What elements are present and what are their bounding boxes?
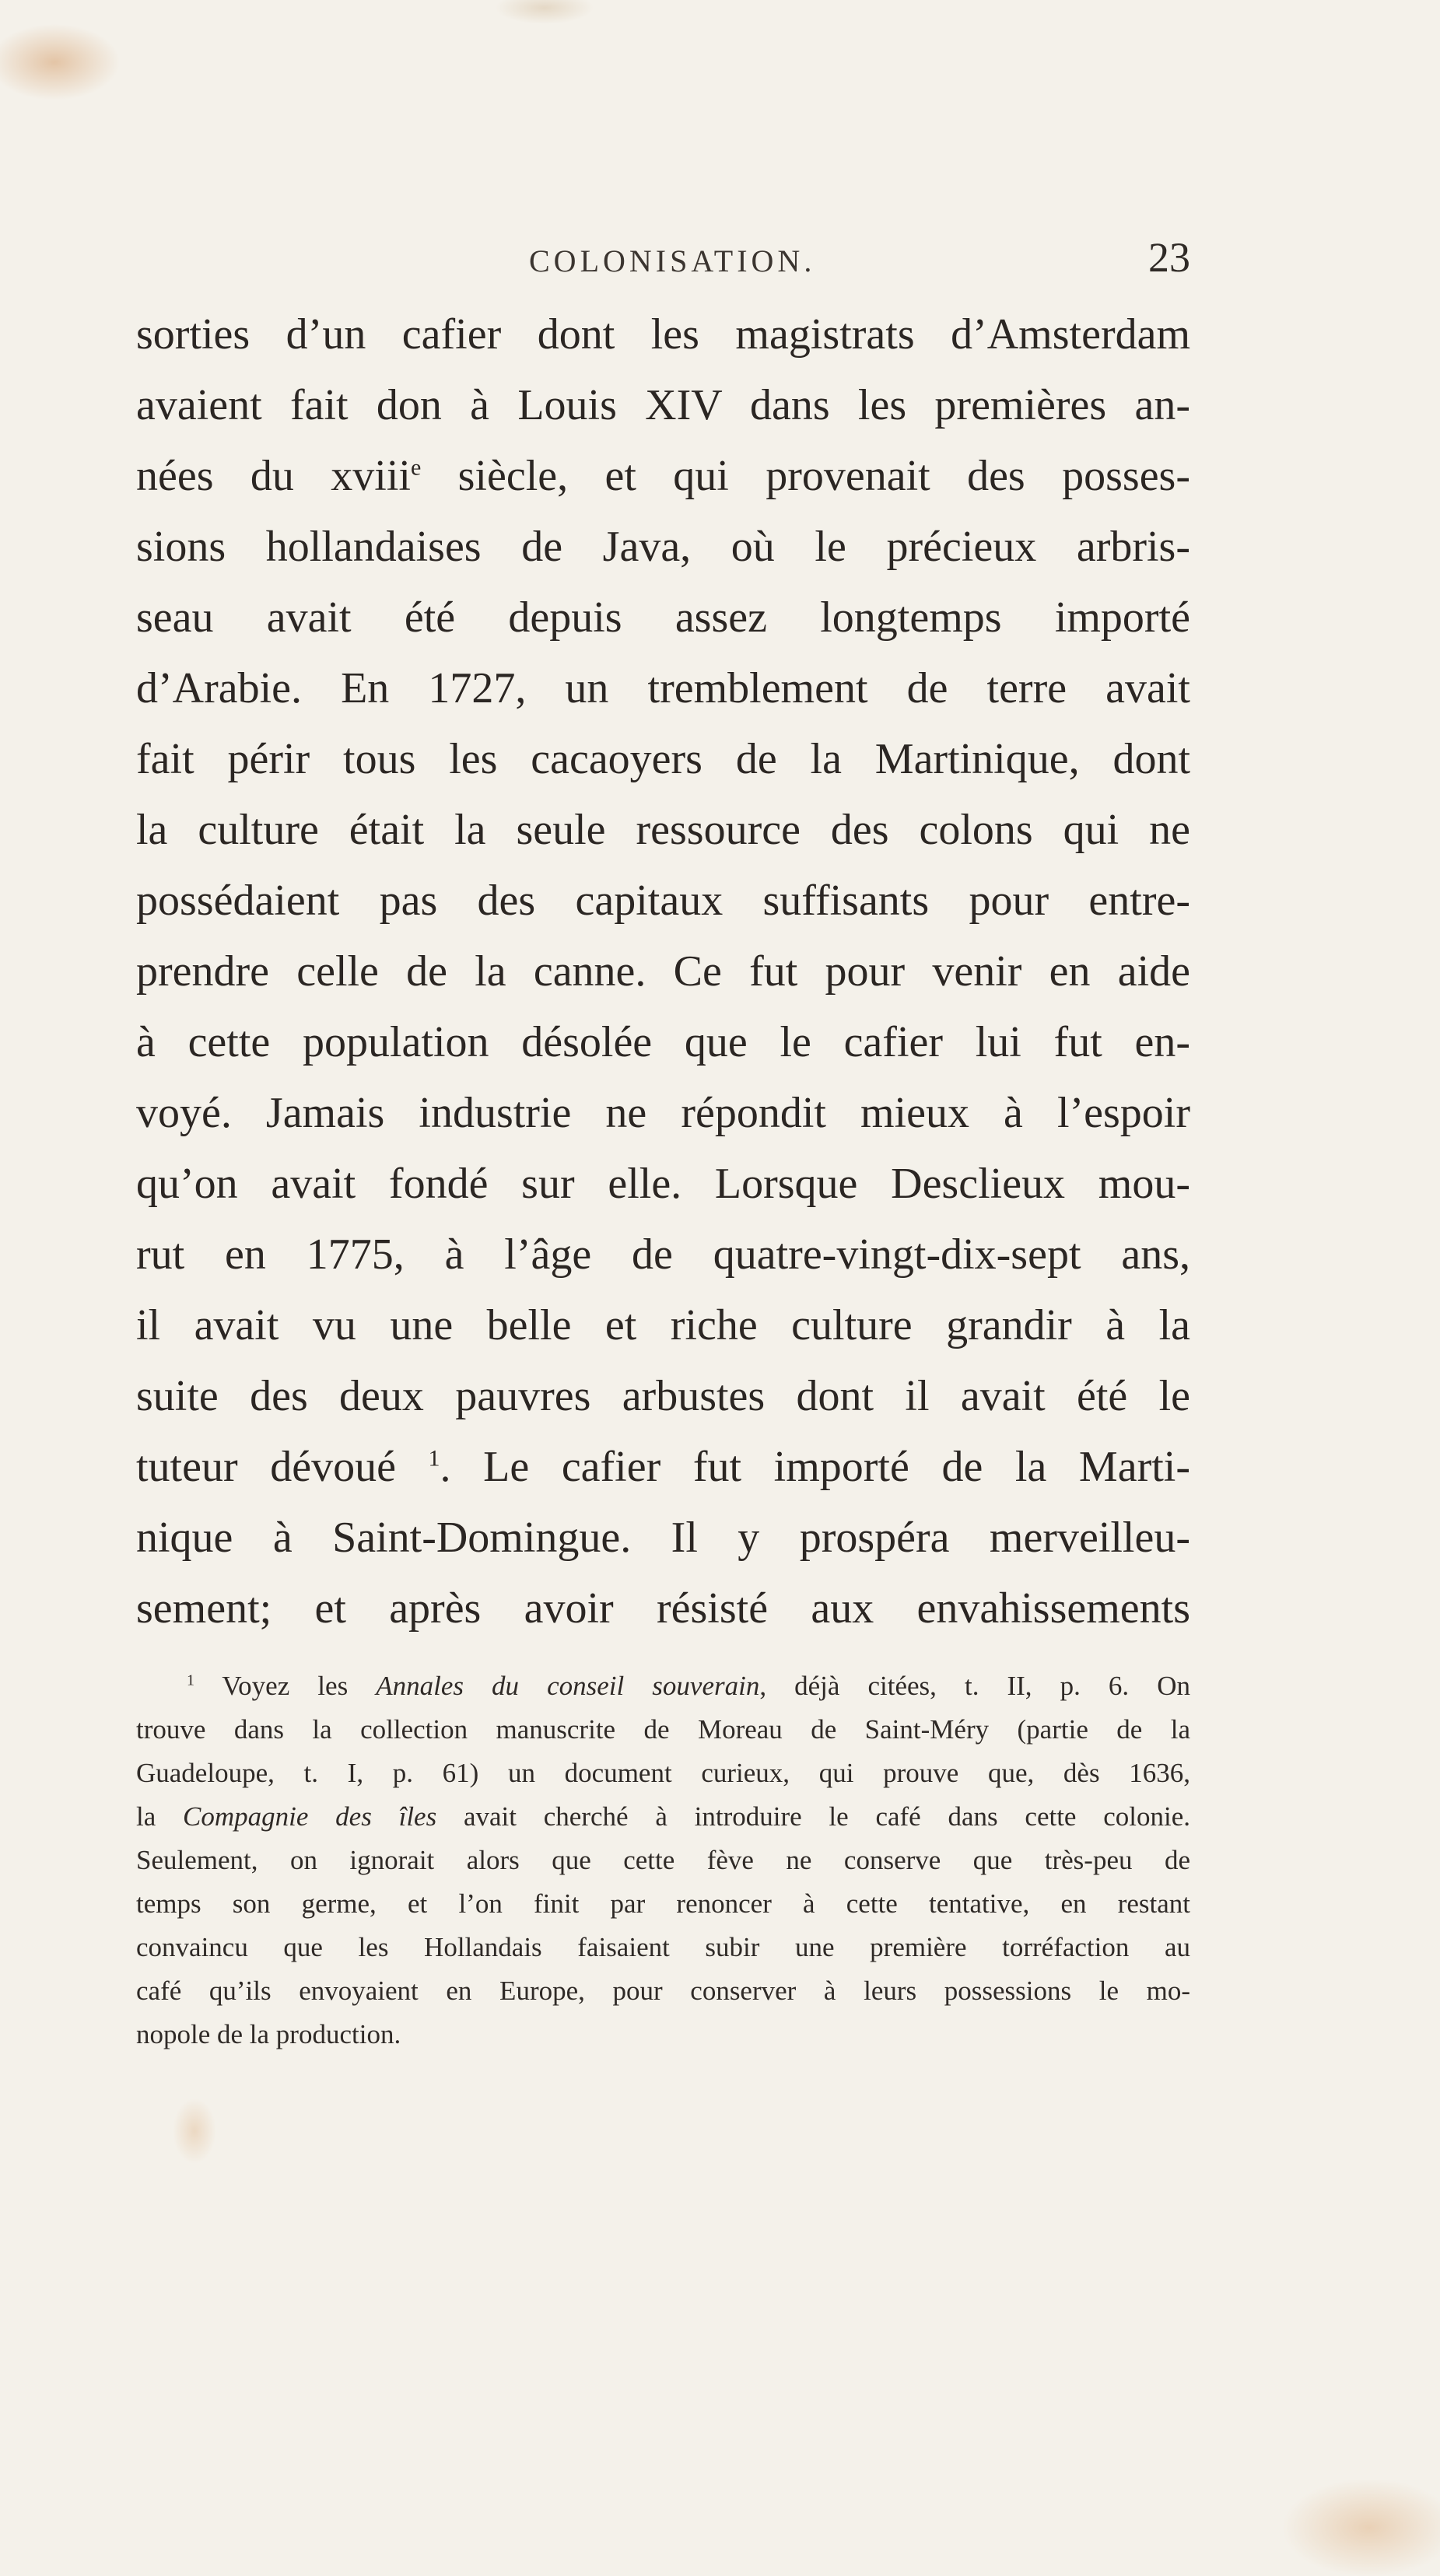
text-segment: nées du xviii xyxy=(136,452,411,500)
footnote-line: convaincu que les Hollandais faisaient subir une première torréfaction au xyxy=(136,1932,1190,1962)
footnote-line: Guadeloupe, t. I, p. 61) un document curieux, qui prouve que, dès 1636, xyxy=(136,1758,1190,1788)
text-segment: , déjà citées, t. II, p. 6. On xyxy=(759,1671,1190,1701)
text-line: seau avait été depuis assez longtemps importé xyxy=(136,593,1190,642)
text-line: sorties d’un cafier dont les magistrats d’Amsterdam xyxy=(136,310,1190,359)
footnote-line: Seulement, on ignorait alors que cette fève ne conserve que très-peu de xyxy=(136,1845,1190,1875)
footnote-line: temps son germe, et l’on finit par renoncer à cette tentative, en restant xyxy=(136,1888,1190,1919)
text-line xyxy=(136,1432,1190,1503)
text-segment: la xyxy=(136,1801,184,1832)
text-line: voyé. Jamais industrie ne répondit mieux à l’espoir xyxy=(136,1089,1190,1137)
text-line: sement; et après avoir résisté aux envahissements xyxy=(136,1584,1190,1633)
footnote xyxy=(136,1664,1190,2056)
footnote-line xyxy=(136,1664,1190,1708)
text-segment: tuteur dévoué xyxy=(136,1443,429,1491)
superscript: e xyxy=(410,454,422,481)
text-line: avaient fait don à Louis XIV dans les premières an- xyxy=(136,381,1190,429)
italic-title: Annales du conseil souverain xyxy=(376,1671,760,1701)
text-line: nique à Saint-Domingue. Il y prospéra merveilleu- xyxy=(136,1514,1190,1562)
text-line: fait périr tous les cacaoyers de la Martinique, dont xyxy=(136,735,1190,783)
text-line: rut en 1775, à l’âge de quatre-vingt-dix-sept ans, xyxy=(136,1230,1190,1279)
text-line xyxy=(136,441,1190,512)
text-line: sions hollandaises de Java, où le précieux arbris- xyxy=(136,523,1190,571)
text-segment: siècle, et qui provenait des posses- xyxy=(421,452,1190,500)
text-line: d’Arabie. En 1727, un tremblement de terre avait xyxy=(136,664,1190,712)
text-line: il avait vu une belle et riche culture grandir à la xyxy=(136,1301,1190,1349)
text-line: la culture était la seule ressource des colons qui ne xyxy=(136,806,1190,854)
text-line: suite des deux pauvres arbustes dont il avait été le xyxy=(136,1372,1190,1420)
footnote-line: café qu’ils envoyaient en Europe, pour conserver à leurs possessions le mo- xyxy=(136,1976,1190,2006)
text-segment: avait cherché à introduire le café dans cette colonie. xyxy=(436,1801,1191,1832)
text-line: prendre celle de la canne. Ce fut pour venir en aide xyxy=(136,947,1190,996)
text-segment: . Le cafier fut importé de la Marti- xyxy=(440,1443,1190,1491)
footnote-line: trouve dans la collection manuscrite de Moreau de Saint-Méry (partie de la xyxy=(136,1714,1190,1745)
footnote-marker: 1 xyxy=(187,1671,194,1689)
running-title: COLONISATION. xyxy=(529,243,816,278)
footnote-line: nopole de la production. xyxy=(136,2019,401,2049)
text-line: qu’on avait fondé sur elle. Lorsque Desclieux mou- xyxy=(136,1160,1190,1208)
text-segment: Voyez les xyxy=(222,1671,377,1701)
footnote-reference: 1 xyxy=(428,1445,440,1472)
page-number: 23 xyxy=(1148,234,1190,281)
text-line: possédaient pas des capitaux suffisants pour entre- xyxy=(136,877,1190,925)
body-text xyxy=(136,299,1190,1644)
italic-title: Compagnie des îles xyxy=(183,1801,437,1832)
running-head xyxy=(132,233,1190,296)
footnote-line xyxy=(136,1795,1190,1839)
text-line: à cette population désolée que le cafier lui fut en- xyxy=(136,1018,1190,1066)
